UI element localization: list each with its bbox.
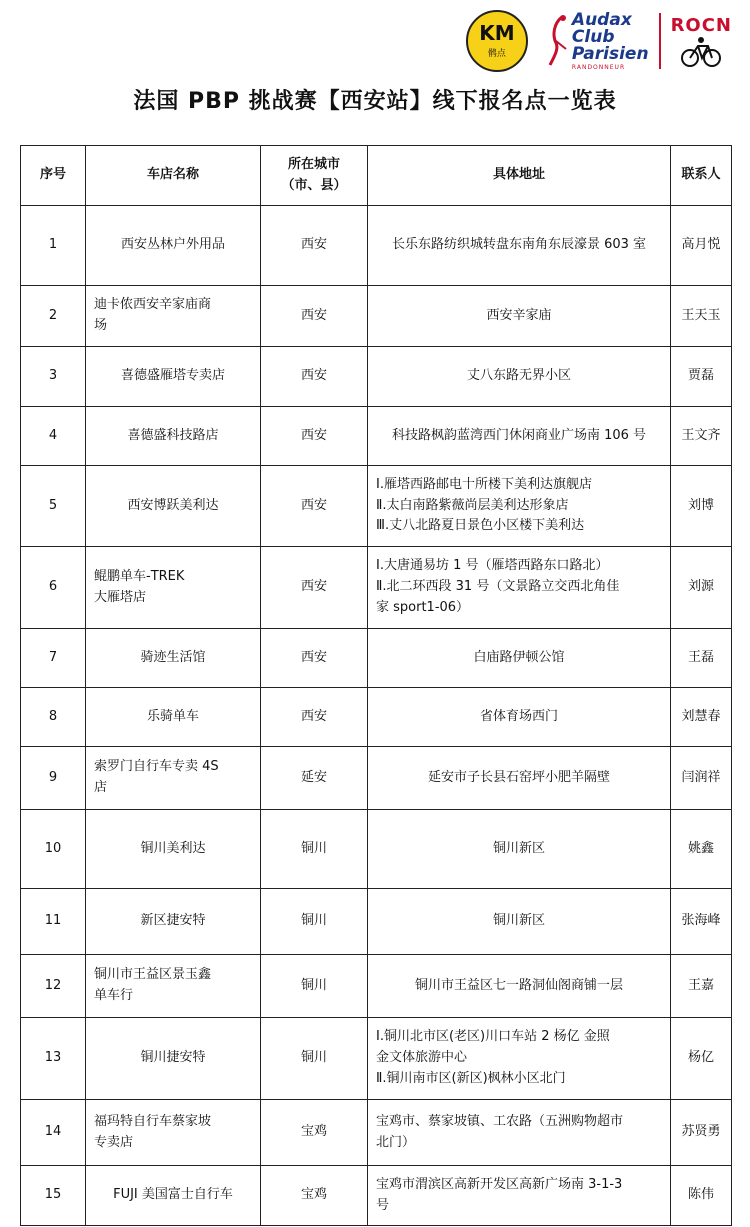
cell-shop-line: 喜德盛雁塔专卖店: [120, 368, 225, 384]
cell-address: [368, 1100, 671, 1166]
cell-shop-line: 骑迹生活馆: [140, 649, 206, 665]
cell-contact: 刘博: [671, 466, 732, 547]
cell-address: [368, 347, 671, 407]
cell-address-line: 金文体旅游中心: [376, 1050, 468, 1066]
cell-address-line: 科技路枫韵蓝湾西门休闲商业广场南 106 号: [391, 427, 647, 443]
table-row: [21, 810, 732, 889]
cell-city: 西安: [261, 547, 368, 629]
cell-address-line: Ⅱ.太白南路紫薇尚层美利达形象店: [376, 497, 569, 513]
cell-no: 4: [21, 407, 86, 466]
cell-city: 宝鸡: [261, 1100, 368, 1166]
cell-shop: [86, 466, 261, 547]
header-city: [261, 146, 368, 206]
audax-club-parisien-logo: [546, 9, 649, 71]
cell-contact: 苏贤勇: [671, 1100, 732, 1166]
km-logo-subtext: 鹘点: [487, 49, 506, 59]
cell-city: 西安: [261, 466, 368, 547]
cell-shop-line: 大雁塔店: [94, 589, 147, 605]
cell-address-line: 号: [376, 1197, 390, 1213]
rocn-logo-text: ROCN: [670, 14, 732, 36]
cell-shop-line: 店: [94, 780, 108, 795]
header-no: 序号: [21, 146, 86, 206]
table-body: [21, 206, 732, 1226]
cell-address: [368, 286, 671, 347]
cell-no: 13: [21, 1018, 86, 1100]
registration-points-table: [20, 145, 732, 1226]
cell-contact: 姚鑫: [671, 810, 732, 889]
cell-address: [368, 1166, 671, 1226]
cell-shop: [86, 1166, 261, 1226]
cell-shop: [86, 547, 261, 629]
table-row: [21, 206, 732, 286]
acp-logo-line2: Club: [571, 26, 615, 47]
cell-no: 7: [21, 629, 86, 688]
cell-shop-line: FUJI 美国富士自行车: [113, 1187, 233, 1203]
cell-contact: 贾磊: [671, 347, 732, 407]
cell-contact: 王文齐: [671, 407, 732, 466]
cell-shop: [86, 688, 261, 747]
cell-city: 西安: [261, 629, 368, 688]
cell-shop-line: 乐骑单车: [146, 708, 199, 724]
header-contact: 联系人: [671, 146, 732, 206]
cell-shop-line: 喜德盛科技路店: [127, 427, 219, 443]
table-row: [21, 889, 732, 955]
cell-address-line: 铜川市王益区七一路洞仙阁商铺一层: [414, 977, 623, 993]
cell-address-line: 白庙路伊顿公馆: [473, 649, 565, 665]
cell-contact: 刘源: [671, 547, 732, 629]
cell-address: [368, 810, 671, 889]
cell-shop-line: 西安丛林户外用品: [120, 237, 225, 253]
cell-address: [368, 688, 671, 747]
acp-logo-line1: Audax: [571, 9, 632, 30]
bicycle-icon: [681, 36, 721, 68]
cell-address-line: 丈八东路无界小区: [466, 368, 571, 384]
cell-address-line: Ⅰ.雁塔西路邮电十所楼下美利达旗舰店: [376, 476, 592, 492]
cell-city: 西安: [261, 206, 368, 286]
cell-shop-line: 迪卡侬西安辛家庙商: [94, 297, 212, 313]
cell-contact: 王天玉: [671, 286, 732, 347]
table-row: [21, 286, 732, 347]
cell-address-line: 西安辛家庙: [486, 307, 552, 323]
table-row: [21, 1018, 732, 1100]
cell-contact: 刘慧春: [671, 688, 732, 747]
cell-no: 1: [21, 206, 86, 286]
cell-address-line: 长乐东路纺织城转盘东南角东辰濠景 603 室: [391, 237, 647, 253]
cell-address-line: Ⅲ.丈八北路夏日景色小区楼下美利达: [376, 518, 585, 534]
cell-city: 铜川: [261, 955, 368, 1018]
cell-contact: 陈伟: [671, 1166, 732, 1226]
cell-address: [368, 547, 671, 629]
cell-shop-line: 铜川市王益区景玉鑫: [94, 967, 212, 983]
cell-shop: [86, 810, 261, 889]
cell-address: [368, 747, 671, 810]
header-address: 具体地址: [368, 146, 671, 206]
table-row: [21, 547, 732, 629]
cell-address: [368, 889, 671, 955]
cell-no: 9: [21, 747, 86, 810]
cell-address: [368, 466, 671, 547]
cell-address-line: 家 sport1-06）: [376, 599, 470, 615]
cell-contact: 杨亿: [671, 1018, 732, 1100]
cell-no: 2: [21, 286, 86, 347]
table-row: [21, 407, 732, 466]
cell-shop: [86, 1100, 261, 1166]
cell-address-line: Ⅱ.铜川南市区(新区)枫林小区北门: [376, 1070, 566, 1086]
cell-contact: 王嘉: [671, 955, 732, 1018]
cell-address-line: Ⅰ.大唐通易坊 1 号（雁塔西路东口路北）: [376, 558, 609, 574]
cell-shop-line: 场: [94, 318, 108, 333]
cell-no: 15: [21, 1166, 86, 1226]
cell-city: 西安: [261, 407, 368, 466]
cell-city: 西安: [261, 286, 368, 347]
header-city-line1: 所在城市: [287, 156, 340, 172]
cell-shop-line: 西安博跃美利达: [127, 497, 219, 513]
cell-address: [368, 629, 671, 688]
cell-no: 12: [21, 955, 86, 1018]
cell-shop: [86, 955, 261, 1018]
cell-shop: [86, 347, 261, 407]
cell-contact: 王磊: [671, 629, 732, 688]
rocn-logo: [671, 15, 732, 68]
cell-address-line: 省体育场西门: [479, 708, 558, 724]
cell-shop: [86, 286, 261, 347]
cell-shop: [86, 747, 261, 810]
cell-no: 8: [21, 688, 86, 747]
cell-contact: 闫润祥: [671, 747, 732, 810]
cell-shop-line: 鲲鹏单车-TREK: [94, 568, 185, 584]
table-row: [21, 688, 732, 747]
logo-bar: [466, 6, 732, 76]
cell-shop-line: 新区捷安特: [140, 913, 206, 929]
cell-shop: [86, 889, 261, 955]
cell-shop-line: 专卖店: [94, 1134, 134, 1150]
cell-no: 10: [21, 810, 86, 889]
cell-address: [368, 407, 671, 466]
cell-address-line: 北门）: [376, 1134, 416, 1150]
table-row: [21, 629, 732, 688]
header-shop: 车店名称: [86, 146, 261, 206]
cell-city: 铜川: [261, 810, 368, 889]
cell-city: 延安: [261, 747, 368, 810]
cell-contact: 张海峰: [671, 889, 732, 955]
cyclist-figure-icon: [546, 13, 572, 69]
cell-city: 宝鸡: [261, 1166, 368, 1226]
cell-address-line: 宝鸡市、蔡家坡镇、工农路（五洲购物超市: [376, 1113, 624, 1129]
cell-shop-line: 铜川美利达: [140, 840, 206, 856]
cell-shop-line: 铜川捷安特: [140, 1050, 206, 1066]
cell-shop: [86, 1018, 261, 1100]
km-logo: [466, 10, 528, 72]
cell-address-line: 铜川新区: [492, 913, 545, 929]
cell-shop: [86, 629, 261, 688]
cell-no: 11: [21, 889, 86, 955]
acp-logo-line3: Parisien: [571, 43, 649, 64]
cell-shop: [86, 206, 261, 286]
cell-address: [368, 206, 671, 286]
cell-city: 西安: [261, 347, 368, 407]
cell-address-line: 宝鸡市渭滨区高新开发区高新广场南 3-1-3: [376, 1176, 623, 1192]
cell-shop-line: 索罗门自行车专卖 4S: [94, 759, 219, 775]
table-row: [21, 347, 732, 407]
cell-city: 铜川: [261, 889, 368, 955]
table-row: [21, 955, 732, 1018]
table-row: [21, 466, 732, 547]
acp-logo-line4: RANDONNEUR: [571, 63, 626, 71]
cell-address: [368, 955, 671, 1018]
page-title: 法国 PBP 挑战赛【西安站】线下报名点一览表: [133, 89, 617, 114]
cell-no: 3: [21, 347, 86, 407]
table-row: [21, 747, 732, 810]
cell-city: 西安: [261, 688, 368, 747]
cell-contact: 高月悦: [671, 206, 732, 286]
header-city-line2: （市、县）: [281, 177, 347, 193]
table-header-row: [21, 146, 732, 206]
cell-address-line: Ⅱ.北二环西段 31 号（文景路立交西北角佳: [376, 579, 620, 595]
table-row: [21, 1100, 732, 1166]
cell-address-line: Ⅰ.铜川北市区(老区)川口车站 2 杨亿 金照: [376, 1029, 610, 1045]
cell-no: 14: [21, 1100, 86, 1166]
cell-shop-line: 福玛特自行车蔡家坡: [94, 1113, 212, 1129]
cell-address-line: 铜川新区: [492, 840, 545, 856]
cell-no: 5: [21, 466, 86, 547]
cell-shop-line: 单车行: [94, 988, 134, 1003]
cell-address: [368, 1018, 671, 1100]
km-logo-text: KM: [479, 21, 515, 45]
cell-no: 6: [21, 547, 86, 629]
table-row: [21, 1166, 732, 1226]
cell-address-line: 延安市子长县石窑坪小肥羊隔壁: [427, 769, 610, 785]
cell-shop: [86, 407, 261, 466]
cell-city: 铜川: [261, 1018, 368, 1100]
logo-divider: [659, 13, 661, 69]
